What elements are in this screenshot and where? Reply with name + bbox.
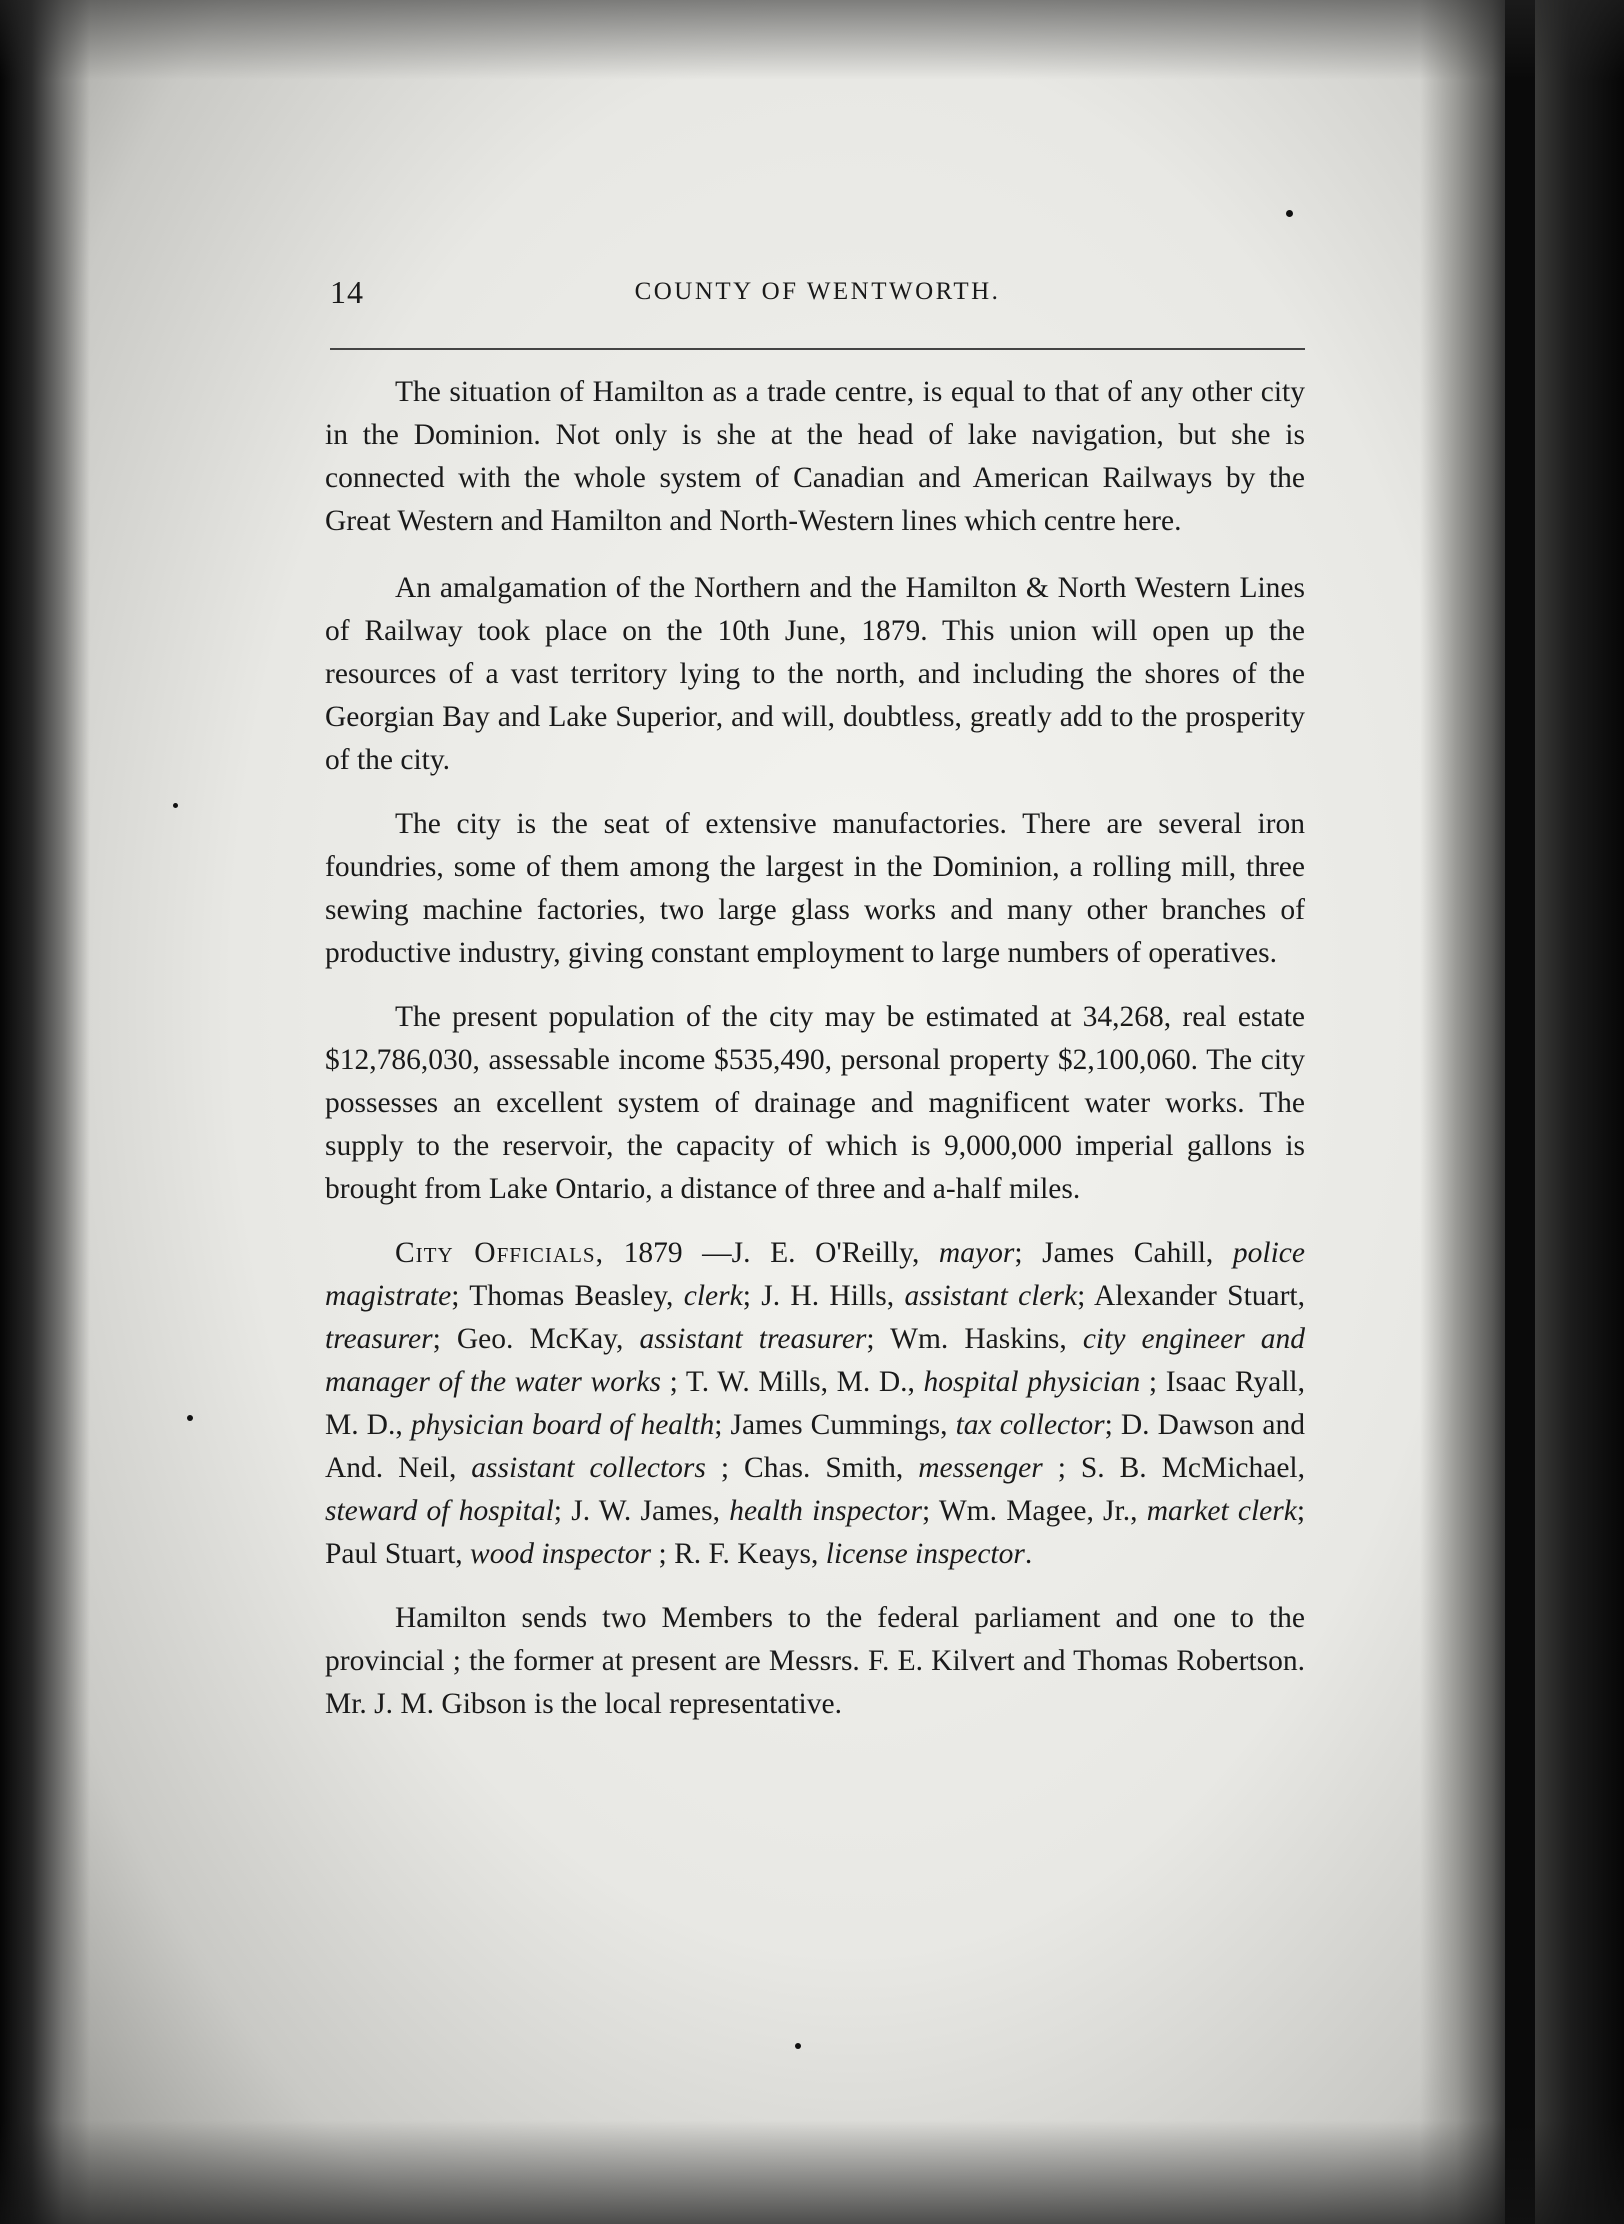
official-role: health inspector [729, 1495, 922, 1527]
paragraph-railway-amalgamation: An amalgamation of the Northern and the Hamilton & North Western Lines of Railway took place on the 10th June, 1879. This union will open up the resources of a vast territory lying to the north, and including the shores of the Georgian Bay and Lake Superior, and will, doubtless, greatly add to the prosperity of the city. [325, 572, 1305, 776]
adjacent-page-strip [1535, 0, 1624, 2224]
official-role: city engineer and manager of the water works [325, 1323, 1305, 1398]
paragraph-manufactories: The city is the seat of extensive manufactories. There are several iron foundries, some of them among the largest in the Dominion, a rolling mill, three sewing machine factories, two large glass works and many other branches of productive industry, giving constant employment to large numbers of operatives. [325, 808, 1305, 969]
official-role: assistant collectors [471, 1452, 706, 1484]
ink-speck [173, 803, 178, 808]
officials-text: ; James Cahill, [1014, 1237, 1233, 1269]
left-page-edge [0, 0, 90, 2224]
officials-text: ; S. B. McMichael, [1042, 1452, 1305, 1484]
official-role: market clerk [1146, 1495, 1297, 1527]
paragraph-city-officials [325, 1232, 1305, 1576]
header-rule [330, 348, 1305, 350]
bottom-shadow [0, 2120, 1624, 2224]
official-role: mayor [938, 1237, 1015, 1269]
officials-text: . [1024, 1538, 1033, 1570]
official-role: steward of hospital [325, 1495, 554, 1527]
paragraph-parliament: Hamilton sends two Members to the federal parliament and one to the provincial ; the former at present are Messrs. F. E. Kilvert and Thomas Robertson. Mr. J. M. Gibson is the local representative. [325, 1602, 1305, 1720]
officials-text: ; Wm. Magee, Jr., [921, 1495, 1147, 1527]
official-role: assistant clerk [904, 1280, 1078, 1312]
official-role: license inspector [825, 1538, 1025, 1570]
officials-text: ; Chas. Smith, [705, 1452, 919, 1484]
official-role: police magistrate [325, 1237, 1305, 1312]
officials-text: ; J. H. Hills, [742, 1280, 905, 1312]
officials-text: ; J. W. James, [553, 1495, 730, 1527]
ink-speck [1286, 210, 1293, 217]
paragraph-trade-centre: The situation of Hamilton as a trade centre, is equal to that of any other city in the Dominion. Not only is she at the head of lake navigation, but she is connected with the whole system of Canadian and American Railways by the Great Western and Hamilton and North-Western lines which centre here. [325, 376, 1305, 537]
body-text [325, 371, 1305, 1747]
officials-text: ; Isaac Ryall, M. D., [325, 1366, 1305, 1441]
officials-text: ; James Cummings, [714, 1409, 956, 1441]
officials-text: ; Paul Stuart, [325, 1495, 1306, 1570]
running-title: COUNTY OF WENTWORTH. [634, 278, 1001, 305]
official-role: treasurer [325, 1323, 433, 1355]
official-role: wood inspector [470, 1538, 652, 1570]
officials-text: ; Thomas Beasley, [451, 1280, 684, 1312]
officials-text: ; Wm. Haskins, [866, 1323, 1083, 1355]
officials-text: ; T. W. Mills, M. D., [661, 1366, 924, 1398]
official-role: tax collector [955, 1409, 1105, 1441]
book-spine [1505, 0, 1535, 2224]
officials-text: ; Geo. McKay, [432, 1323, 640, 1355]
official-role: physician board of health [410, 1409, 715, 1441]
officials-text: ; D. Dawson and And. Neil, [325, 1409, 1305, 1484]
top-shadow [0, 0, 1624, 80]
officials-text: 1879 —J. E. O'Reilly, [603, 1237, 939, 1269]
official-role: clerk [683, 1280, 743, 1312]
officials-text: ; Alexander Stuart, [1077, 1280, 1305, 1312]
right-page-shadow [1420, 0, 1510, 2224]
official-role: assistant treasurer [639, 1323, 867, 1355]
official-role: messenger [918, 1452, 1043, 1484]
ink-speck [187, 1415, 193, 1421]
ink-speck [795, 2043, 801, 2049]
running-header [330, 274, 1305, 324]
page-number: 14 [330, 274, 364, 310]
paragraph-population: The present population of the city may be estimated at 34,268, real estate $12,786,030, assessable income $535,490, personal property $2,100,060. The city possesses an excellent system of drainage and magnificent water works. The supply to the reservoir, the capacity of which is 9,000,000 imperial gallons is brought from Lake Ontario, a distance of three and a-half miles. [325, 1001, 1305, 1205]
officials-heading: City Officials, [395, 1237, 604, 1269]
official-role: hospital physician [923, 1366, 1141, 1398]
officials-text: ; R. F. Keays, [651, 1538, 826, 1570]
